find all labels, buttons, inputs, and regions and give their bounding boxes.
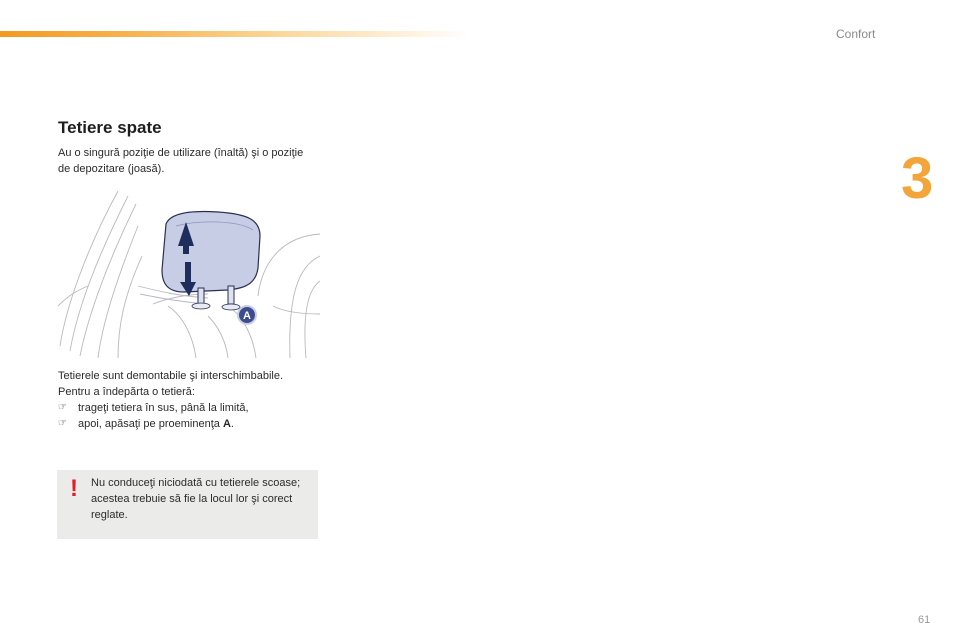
intro-paragraph: Au o singură poziţie de utilizare (înaltă) şi o poziţie de depozitare (joasă). xyxy=(58,147,304,175)
warning-exclamation-icon: ! xyxy=(70,475,78,502)
headrest-illustration xyxy=(58,186,320,362)
chapter-number: 3 xyxy=(901,146,934,211)
body-text xyxy=(58,368,328,432)
bullet-list xyxy=(58,400,328,432)
pointing-hand-icon: ☞ xyxy=(58,418,67,429)
list-item xyxy=(58,400,328,416)
section-title: Confort xyxy=(836,27,876,41)
list-item xyxy=(58,416,328,432)
pointing-hand-icon: ☞ xyxy=(58,402,67,413)
page-number: 61 xyxy=(918,614,931,626)
list-item-text: apoi, apăsaţi pe proeminenţa xyxy=(78,418,220,430)
list-item-text: trageţi tetiera în sus, până la limită, xyxy=(78,402,249,414)
label-a: A xyxy=(243,310,251,322)
warning-box xyxy=(57,470,318,539)
page-heading: Tetiere spate xyxy=(58,118,162,137)
body-line-1: Tetierele sunt demontabile şi interschimbabile. xyxy=(58,370,284,382)
body-line-2: Pentru a îndepărta o tetieră: xyxy=(58,386,195,398)
warning-text: Nu conduceţi niciodată cu tetierele scoase; acestea trebuie să fie la locul lor şi corect reglate. xyxy=(91,477,301,521)
list-item-end: . xyxy=(230,418,234,430)
header-accent-bar xyxy=(0,31,470,37)
list-item-bold-label: A xyxy=(222,418,231,430)
